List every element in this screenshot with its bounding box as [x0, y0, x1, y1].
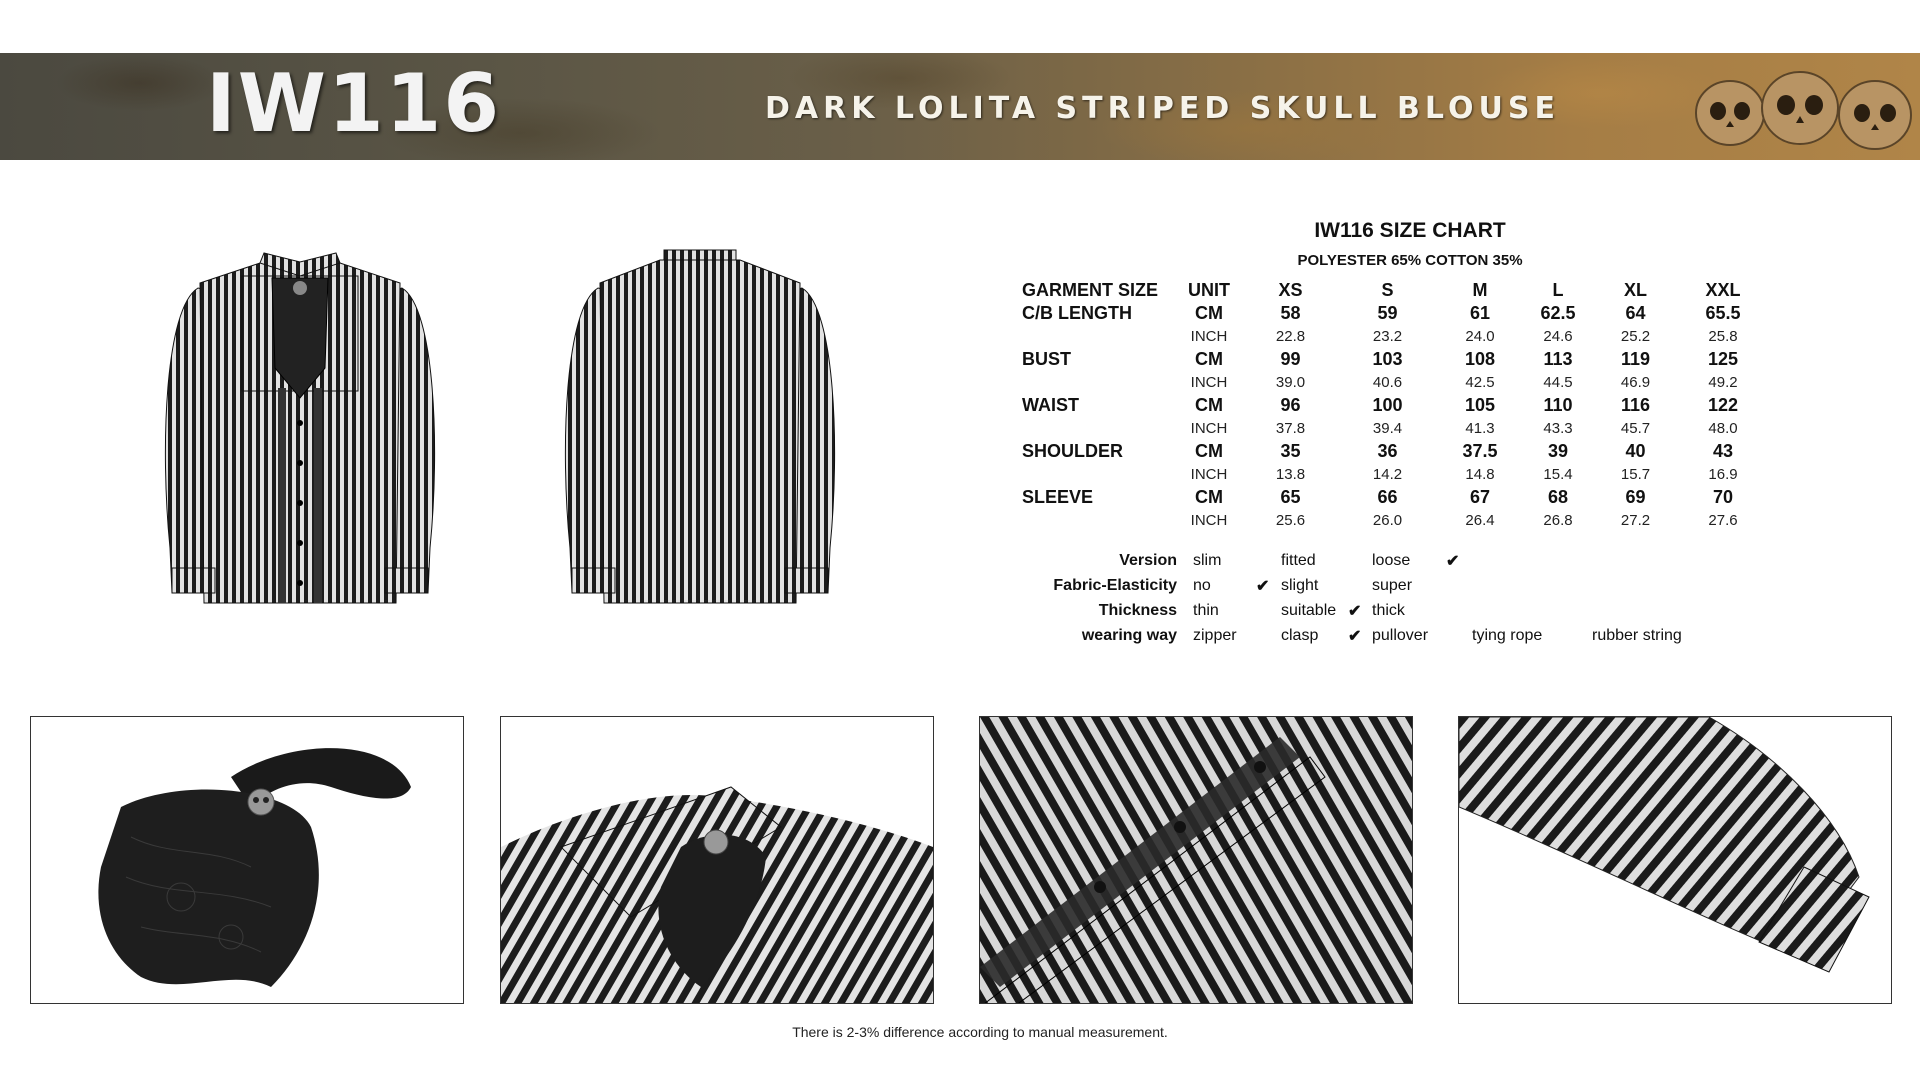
cm-value: 108 — [1464, 349, 1496, 369]
attribute-option: no — [1193, 577, 1211, 594]
attribute-option: thin — [1193, 602, 1219, 619]
inch-value: 44.5 — [1543, 374, 1573, 391]
cm-value: 100 — [1372, 395, 1403, 415]
attribute-option: tying rope — [1472, 627, 1543, 644]
measurement-name-spacer — [1022, 371, 1176, 394]
inch-value: 46.9 — [1620, 374, 1651, 391]
cm-value: 65 — [1280, 487, 1301, 507]
garment-front-image — [160, 248, 440, 608]
size-row-inch — [1022, 509, 1767, 532]
cm-value: 119 — [1620, 349, 1651, 369]
cm-value: 99 — [1280, 349, 1301, 369]
header-size: L — [1552, 280, 1564, 300]
unit-inch: INCH — [1190, 512, 1228, 529]
attribute-option: slight — [1281, 577, 1319, 594]
cm-value: 43 — [1712, 441, 1734, 461]
size-table-header — [1022, 279, 1767, 302]
cm-value: 67 — [1469, 487, 1491, 507]
header-size: S — [1381, 280, 1394, 300]
size-row-inch — [1022, 417, 1767, 440]
unit-cm: CM — [1195, 395, 1223, 415]
attribute-label: Thickness — [1098, 602, 1177, 619]
checkmark-icon: ✔ — [1348, 603, 1362, 620]
cm-value: 64 — [1625, 303, 1646, 323]
header-size: XXL — [1705, 280, 1741, 300]
header-size: XS — [1278, 280, 1303, 300]
header-unit: UNIT — [1188, 280, 1230, 300]
attribute-option: thick — [1372, 602, 1405, 619]
brand-logo: IW116 — [206, 57, 501, 150]
measurement-name-spacer — [1022, 325, 1176, 348]
cm-value: 105 — [1464, 395, 1496, 415]
measurement-name: SHOULDER — [1022, 441, 1124, 461]
header-garment-size: GARMENT SIZE — [1022, 280, 1159, 300]
detail-photo-jabot — [30, 716, 464, 1004]
inch-value: 42.5 — [1465, 374, 1495, 391]
cm-value: 96 — [1280, 395, 1301, 415]
inch-value: 39.4 — [1372, 420, 1403, 437]
cm-value: 68 — [1547, 487, 1569, 507]
inch-value: 25.2 — [1620, 328, 1651, 345]
attribute-option: pullover — [1372, 627, 1429, 644]
measurement-name-spacer — [1022, 417, 1176, 440]
cm-value: 122 — [1707, 395, 1739, 415]
inch-value: 39.0 — [1275, 374, 1306, 391]
attribute-option: suitable — [1281, 602, 1337, 619]
inch-value: 15.4 — [1543, 466, 1573, 483]
attribute-label: Fabric-Elasticity — [1053, 577, 1177, 594]
inch-value: 15.7 — [1620, 466, 1651, 483]
inch-value: 26.4 — [1465, 512, 1495, 529]
inch-value: 27.6 — [1708, 512, 1738, 529]
garment-back-image — [560, 248, 840, 608]
header-size: XL — [1623, 280, 1647, 300]
attribute-label: Version — [1119, 552, 1177, 569]
measurement-name-spacer — [1022, 463, 1176, 486]
attribute-option: loose — [1372, 552, 1411, 569]
size-row-inch — [1022, 371, 1767, 394]
unit-cm: CM — [1195, 349, 1223, 369]
checkmark-icon: ✔ — [1446, 553, 1460, 570]
inch-value: 45.7 — [1620, 420, 1651, 437]
unit-inch: INCH — [1190, 328, 1228, 345]
cm-value: 125 — [1707, 349, 1739, 369]
product-title: DARK LOLITA STRIPED SKULL BLOUSE — [765, 91, 1560, 126]
measurement-name: BUST — [1022, 349, 1071, 369]
inch-value: 25.6 — [1275, 512, 1306, 529]
size-row-cm — [1022, 394, 1767, 417]
inch-value: 23.2 — [1372, 328, 1403, 345]
cm-value: 116 — [1620, 395, 1651, 415]
detail-photo-cuff — [1458, 716, 1892, 1004]
cm-value: 58 — [1280, 303, 1301, 323]
inch-value: 37.8 — [1275, 420, 1306, 437]
attribute-option: rubber string — [1592, 627, 1682, 644]
inch-value: 41.3 — [1465, 420, 1495, 437]
attribute-label: wearing way — [1081, 627, 1177, 644]
cm-value: 37.5 — [1462, 441, 1498, 461]
measurement-name: SLEEVE — [1022, 487, 1094, 507]
size-row-cm — [1022, 486, 1767, 509]
checkmark-icon: ✔ — [1348, 628, 1362, 645]
inch-value: 24.0 — [1465, 328, 1495, 345]
size-row-cm — [1022, 302, 1767, 325]
cm-value: 69 — [1625, 487, 1646, 507]
material-composition: POLYESTER 65% COTTON 35% — [1297, 252, 1523, 269]
cm-value: 66 — [1377, 487, 1398, 507]
header-size: M — [1472, 280, 1488, 300]
inch-value: 27.2 — [1620, 512, 1651, 529]
cm-value: 35 — [1280, 441, 1301, 461]
attribute-option: clasp — [1281, 627, 1319, 644]
unit-cm: CM — [1195, 303, 1223, 323]
measurement-name: WAIST — [1022, 395, 1079, 415]
size-row-inch — [1022, 463, 1767, 486]
inch-value: 40.6 — [1372, 374, 1403, 391]
measurement-name: C/B LENGTH — [1022, 303, 1132, 323]
inch-value: 16.9 — [1708, 466, 1738, 483]
cm-value: 65.5 — [1705, 303, 1741, 323]
inch-value: 22.8 — [1275, 328, 1306, 345]
cm-value: 61 — [1469, 303, 1491, 323]
cm-value: 39 — [1547, 441, 1569, 461]
size-row-cm — [1022, 348, 1767, 371]
inch-value: 13.8 — [1275, 466, 1306, 483]
detail-photo-placket — [979, 716, 1413, 1004]
size-table — [1022, 279, 1767, 532]
checkmark-icon: ✔ — [1256, 578, 1270, 595]
unit-inch: INCH — [1190, 466, 1228, 483]
cm-value: 113 — [1543, 349, 1573, 369]
size-row-inch — [1022, 325, 1767, 348]
attribute-option: super — [1372, 577, 1413, 594]
inch-value: 43.3 — [1543, 420, 1573, 437]
attribute-option: fitted — [1281, 552, 1316, 569]
detail-photo-collar — [500, 716, 934, 1004]
cm-value: 59 — [1377, 303, 1398, 323]
cm-value: 40 — [1625, 441, 1646, 461]
inch-value: 26.0 — [1372, 512, 1403, 529]
cm-value: 36 — [1377, 441, 1398, 461]
inch-value: 14.8 — [1465, 466, 1495, 483]
measurement-note: There is 2-3% difference according to manual measurement. — [792, 1024, 1168, 1040]
cm-value: 103 — [1372, 349, 1403, 369]
unit-cm: CM — [1195, 441, 1223, 461]
attribute-option: slim — [1193, 552, 1222, 569]
inch-value: 49.2 — [1708, 374, 1738, 391]
cm-value: 70 — [1712, 487, 1734, 507]
cm-value: 110 — [1543, 395, 1573, 415]
inch-value: 26.8 — [1543, 512, 1573, 529]
inch-value: 24.6 — [1543, 328, 1573, 345]
skulls-decoration-icon — [1670, 53, 1920, 160]
size-chart-title: IW116 SIZE CHART — [1314, 219, 1506, 242]
inch-value: 25.8 — [1708, 328, 1738, 345]
size-row-cm — [1022, 440, 1767, 463]
attribute-option: zipper — [1193, 627, 1237, 644]
unit-inch: INCH — [1190, 374, 1228, 391]
inch-value: 14.2 — [1372, 466, 1403, 483]
unit-cm: CM — [1195, 487, 1223, 507]
measurement-name-spacer — [1022, 509, 1176, 532]
header-banner — [0, 53, 1920, 160]
unit-inch: INCH — [1190, 420, 1228, 437]
inch-value: 48.0 — [1708, 420, 1738, 437]
cm-value: 62.5 — [1540, 303, 1576, 323]
